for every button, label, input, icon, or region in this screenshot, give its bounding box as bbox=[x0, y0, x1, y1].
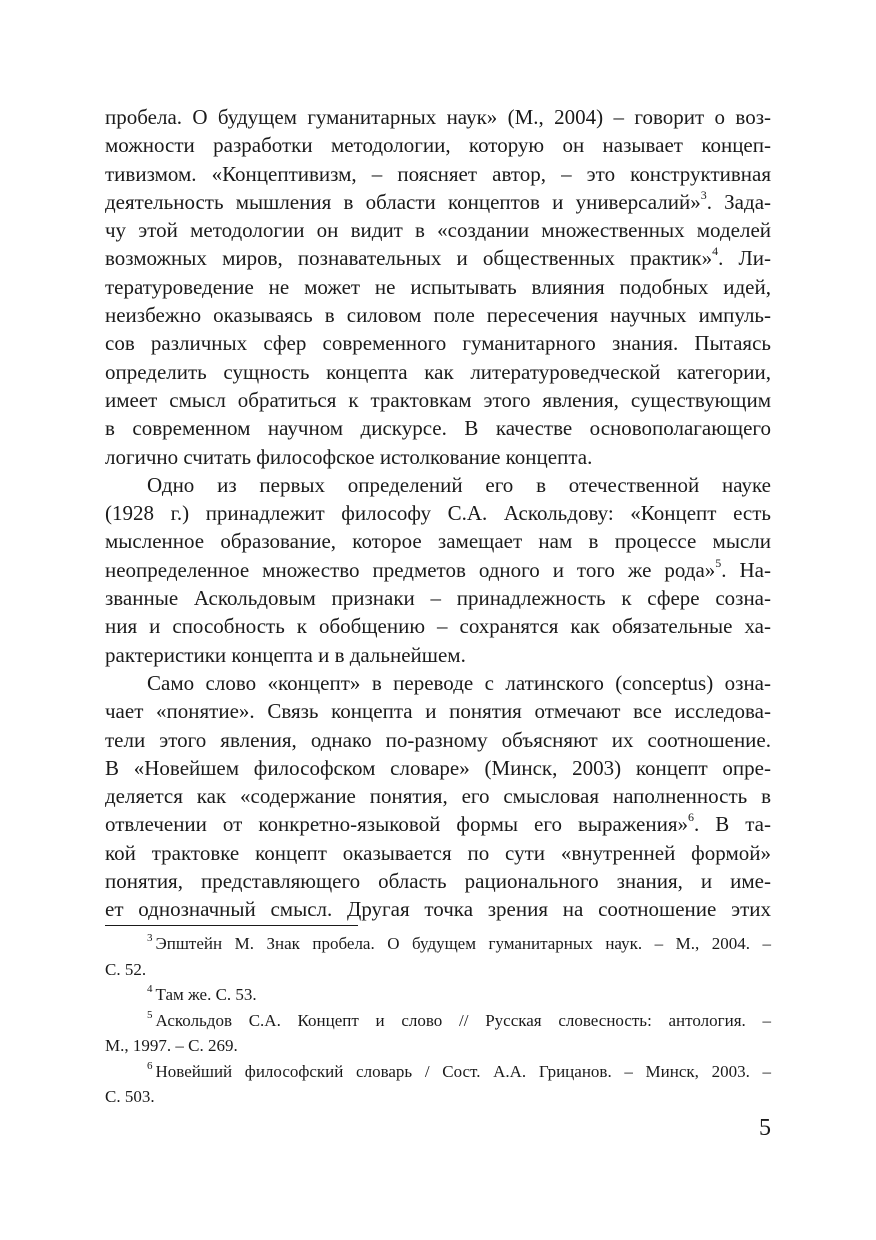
main-text bbox=[105, 103, 771, 924]
text-line: определить сущность концепта как литературоведческой категории, bbox=[105, 359, 771, 384]
footnote-reference: 5 bbox=[715, 555, 722, 570]
text-line: неопределенное множество предметов одного и того же рода»$^5$. На- bbox=[105, 555, 771, 582]
text-line: логично считать философское истолкование концепта. bbox=[105, 444, 593, 469]
footnote-line: С. 52. bbox=[105, 959, 147, 979]
text-line: неизбежно оказываясь в силовом поле пересечения научных импуль- bbox=[105, 303, 771, 328]
footnotes bbox=[105, 931, 771, 1110]
text-line: отвлечении от конкретно-языковой формы его выражения»$^6$. В та- bbox=[105, 810, 771, 837]
footnote-number: 6 bbox=[147, 1059, 153, 1072]
text-line: тературоведение не может не испытывать влияния подобных идей, bbox=[105, 274, 771, 299]
text-line: тели этого явления, однако по-разному объясняют их соотношение. bbox=[105, 727, 771, 752]
text-line: понятия, представляющего область рационального знания, и име- bbox=[105, 869, 771, 894]
text-line: можности разработки методологии, которую он называет концеп- bbox=[105, 133, 771, 158]
footnote-line: $^3$ Эпштейн М. Знак пробела. О будущем гуманитарных наук. – М., 2004. – bbox=[147, 932, 771, 953]
text-line: (1928 г.) принадлежит философу С.А. Аскольдову: «Концепт есть bbox=[105, 501, 771, 526]
text-line: кой трактовке концепт оказывается по сути «внутренней формой» bbox=[105, 840, 771, 865]
footnote-line: $^6$ Новейший философский словарь / Сост. А.А. Грицанов. – Минск, 2003. – bbox=[147, 1059, 771, 1081]
footnote-line: $^5$ Аскольдов С.А. Концепт и слово // Русская словесность: антология. – bbox=[147, 1008, 771, 1030]
text-line: тивизмом. «Концептивизм, – поясняет автор, – это конструктивная bbox=[105, 161, 771, 186]
footnote bbox=[105, 982, 771, 1008]
footnote-number: 3 bbox=[147, 932, 153, 945]
paragraph bbox=[105, 471, 771, 669]
footnote-reference: 3 bbox=[700, 187, 707, 202]
footnote-reference: 4 bbox=[712, 244, 719, 259]
text-line: В «Новейшем философском словаре» (Минск, 2003) концепт опре- bbox=[105, 755, 771, 780]
paragraph bbox=[105, 669, 771, 924]
footnote-line: С. 503. bbox=[105, 1087, 155, 1106]
text-line: чу этой методологии он видит в «создании множественных моделей bbox=[105, 218, 771, 243]
text-line: пробела. О будущем гуманитарных наук» (М., 2004) – говорит о воз- bbox=[105, 105, 771, 129]
text-line: рактеристики концепта и в дальнейшем. bbox=[105, 642, 466, 667]
text-line: ния и способность к обобщению – сохранятся как обязательные ха- bbox=[105, 614, 771, 639]
text-line: сов различных сфер современного гуманитарного знания. Пытаясь bbox=[105, 331, 771, 356]
text-line: званные Аскольдовым признаки – принадлежность к сфере созна- bbox=[105, 586, 771, 611]
footnote-line: М., 1997. – С. 269. bbox=[105, 1036, 238, 1055]
text-line: мысленное образование, которое замещает нам в процессе мысли bbox=[105, 529, 771, 554]
footnote bbox=[105, 931, 771, 982]
footnote-reference: 6 bbox=[687, 810, 694, 825]
footnote-number: 4 bbox=[147, 983, 153, 996]
text-line: деляется как «содержание понятия, его смысловая наполненность в bbox=[105, 784, 771, 809]
page-number: 5 bbox=[759, 1115, 771, 1141]
footnote bbox=[105, 1059, 771, 1110]
text-line: ет однозначный смысл. Другая точка зрения на соотношение этих bbox=[105, 897, 771, 922]
text-line: в современном научном дискурсе. В качестве основополагающего bbox=[105, 416, 771, 441]
text-line: Само слово «концепт» в переводе с латинского (conceptus) озна- bbox=[147, 670, 771, 695]
footnote bbox=[105, 1008, 771, 1059]
footnote-separator bbox=[105, 925, 358, 926]
text-line: деятельность мышления в области концептов и универсалий»$^3$. Зада- bbox=[105, 187, 772, 214]
text-line: Одно из первых определений его в отечественной науке bbox=[147, 472, 771, 497]
footnote-number: 5 bbox=[147, 1008, 153, 1021]
text-line: возможных миров, познавательных и общественных практик»$^4$. Ли- bbox=[105, 244, 771, 271]
footnote-line: $^4$ Там же. С. 53. bbox=[147, 983, 257, 1004]
text-line: чает «понятие». Связь концепта и понятия отмечают все исследова- bbox=[105, 699, 771, 724]
text-line: имеет смысл обратиться к трактовкам этого явления, существующим bbox=[105, 387, 771, 412]
paragraph bbox=[105, 103, 771, 471]
